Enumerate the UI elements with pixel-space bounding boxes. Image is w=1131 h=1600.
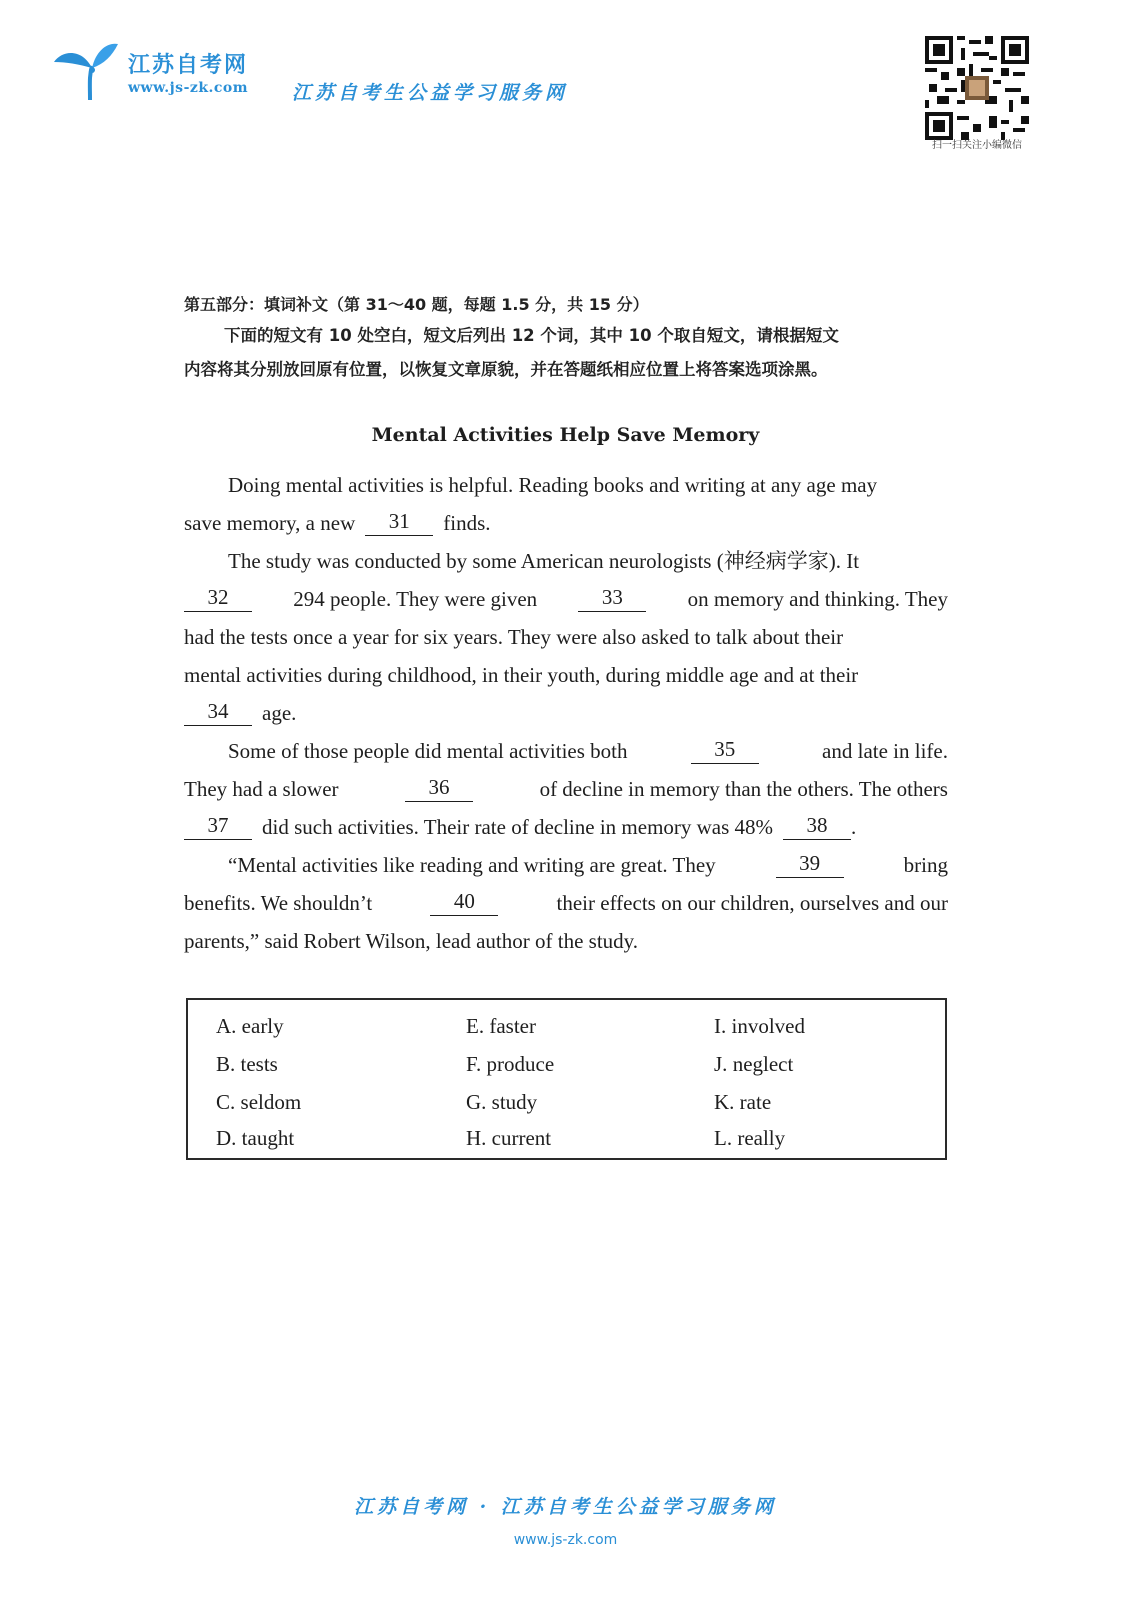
blank-32[interactable]: 32 <box>184 584 252 612</box>
passage-line <box>184 618 948 656</box>
passage-text: on memory and thinking. They <box>687 587 948 611</box>
passage-text: benefits. We shouldn’t <box>184 891 373 915</box>
option-a[interactable]: A. early <box>216 1014 284 1038</box>
passage-body <box>184 466 948 960</box>
qr-code-icon <box>925 36 1029 140</box>
blank-40[interactable]: 40 <box>430 888 498 916</box>
passage-text: They had a slower <box>184 777 339 801</box>
passage-title: Mental Activities Help Save Memory <box>371 424 760 446</box>
footer-url[interactable]: www.js-zk.com <box>513 1532 618 1548</box>
passage-line <box>184 884 948 922</box>
passage-line <box>184 694 948 732</box>
instruction-line: 下面的短文有 10 处空白，短文后列出 12 个词，其中 10 个取自短文，请根据短文 <box>224 326 839 345</box>
option-c[interactable]: C. seldom <box>216 1090 302 1114</box>
blank-37[interactable]: 37 <box>184 812 252 840</box>
option-i[interactable]: I. involved <box>714 1014 805 1038</box>
instruction-line: 内容将其分别放回原有位置，以恢复文章原貌，并在答题纸相应位置上将答案选项涂黑。 <box>184 360 828 379</box>
blank-34[interactable]: 34 <box>184 698 252 726</box>
blank-33[interactable]: 33 <box>578 584 646 612</box>
passage-line <box>184 808 948 846</box>
option-l[interactable]: L. really <box>714 1126 786 1150</box>
passage-line <box>184 770 948 808</box>
blank-39[interactable]: 39 <box>776 850 844 878</box>
passage-line <box>184 504 948 542</box>
option-h[interactable]: H. current <box>466 1126 552 1150</box>
passage-line <box>184 580 948 618</box>
section-heading: 第五部分：填词补文（第 31～40 题，每题 1.5 分，共 15 分） <box>184 295 649 314</box>
passage-text: The study was conducted by some American neurologists (神经病学家). It <box>228 549 860 573</box>
option-j[interactable]: J. neglect <box>714 1052 794 1076</box>
passage-line <box>184 922 948 960</box>
passage-text: Doing mental activities is helpful. Reading books and writing at any age may <box>228 473 878 497</box>
passage-line <box>184 542 948 580</box>
option-b[interactable]: B. tests <box>216 1052 278 1076</box>
sprout-leaf-icon <box>52 40 132 102</box>
passage-text: age. <box>262 701 297 725</box>
brand-name: 江苏自考网 <box>128 53 249 78</box>
passage-text: 294 people. They were given <box>293 587 538 611</box>
blank-38[interactable]: 38 <box>783 812 851 840</box>
blank-31[interactable]: 31 <box>365 508 433 536</box>
passage-text: parents,” said Robert Wilson, lead author of the study. <box>184 929 639 953</box>
passage-text: their effects on our children, ourselves and our <box>556 891 948 915</box>
passage-text: . <box>851 815 857 839</box>
word-options-box <box>186 998 947 1160</box>
passage-text: and late in life. <box>822 739 948 763</box>
option-k[interactable]: K. rate <box>714 1090 772 1114</box>
footer-slogan: 江苏自考网 · 江苏自考生公益学习服务网 <box>354 1496 777 1518</box>
option-g[interactable]: G. study <box>466 1090 538 1114</box>
blank-36[interactable]: 36 <box>405 774 473 802</box>
passage-text: mental activities during childhood, in their youth, during middle age and at their <box>184 663 859 687</box>
passage-text: “Mental activities like reading and writing are great. They <box>228 853 716 877</box>
passage-line <box>184 846 948 884</box>
passage-text: save memory, a new <box>184 511 356 535</box>
passage-text: bring <box>903 853 948 877</box>
passage-text: did such activities. Their rate of decline in memory was 48% <box>262 815 774 839</box>
blank-35[interactable]: 35 <box>691 736 759 764</box>
passage-line <box>184 656 948 694</box>
option-f[interactable]: F. produce <box>466 1052 555 1076</box>
brand-slogan: 江苏自考生公益学习服务网 <box>292 82 569 104</box>
option-e[interactable]: E. faster <box>466 1014 536 1038</box>
passage-text: Some of those people did mental activities both <box>228 739 628 763</box>
option-d[interactable]: D. taught <box>216 1126 295 1150</box>
brand-url[interactable]: www.js-zk.com <box>128 80 249 96</box>
passage-text: had the tests once a year for six years. They were also asked to talk about their <box>184 625 844 649</box>
qr-caption: 扫一扫关注小编微信 <box>932 140 1022 151</box>
passage-text: finds. <box>443 511 491 535</box>
passage-line <box>184 732 948 770</box>
passage-line <box>184 466 948 504</box>
passage-text: of decline in memory than the others. The others <box>539 777 948 801</box>
